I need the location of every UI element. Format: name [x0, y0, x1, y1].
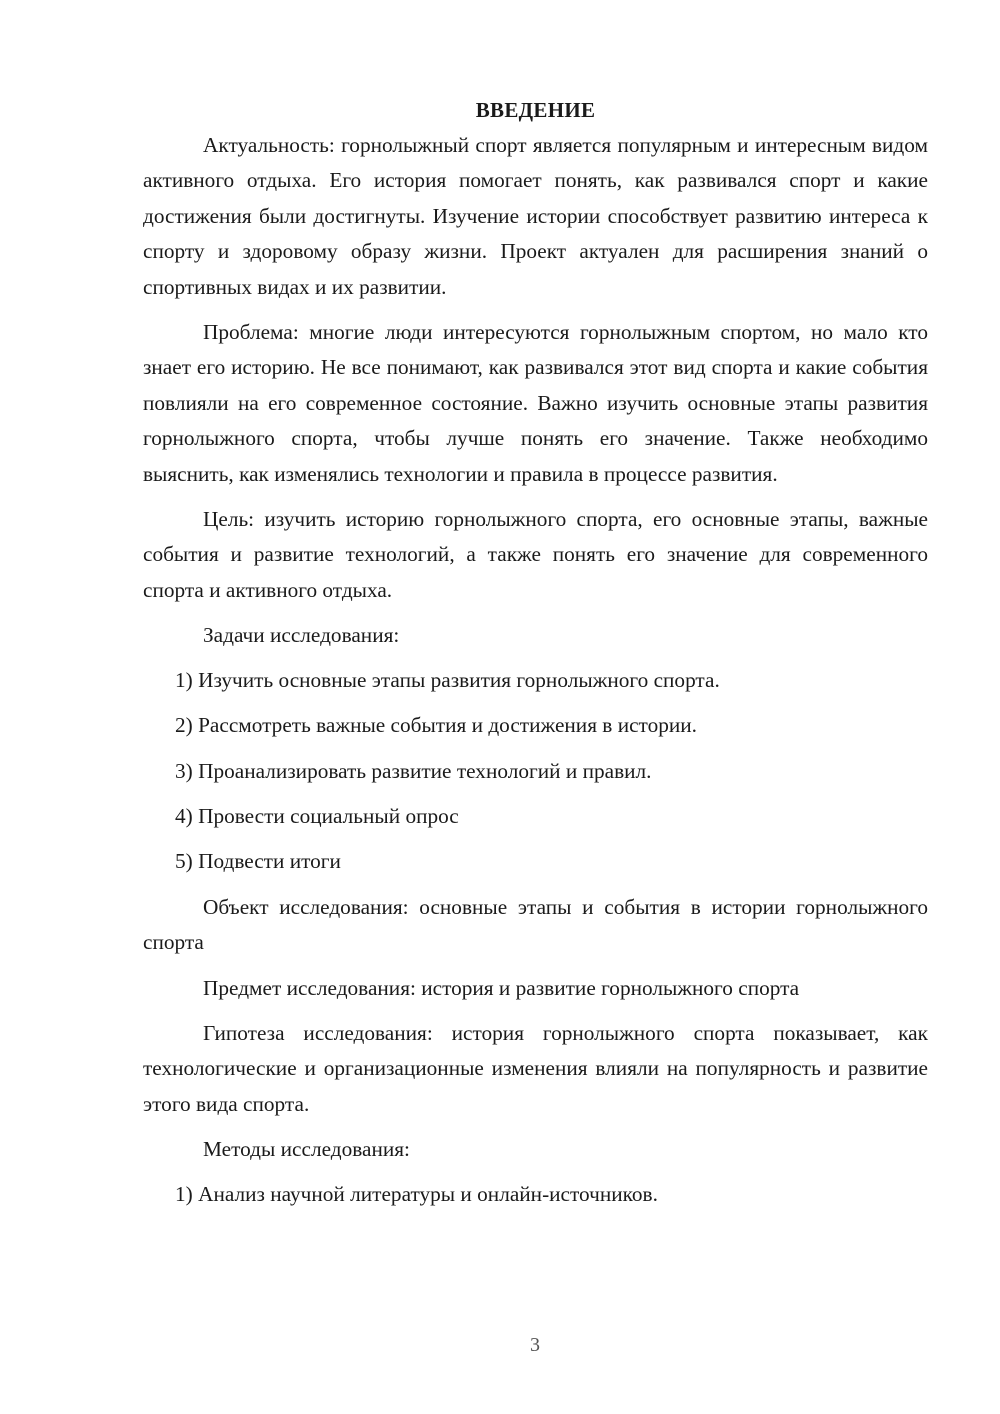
task-item-2: 2) Рассмотреть важные события и достижения в истории.: [175, 713, 697, 738]
paragraph-goal: Цель: изучить историю горнолыжного спорта, его основные этапы, важные события и развитие технологий, а также понять его значение для современного спорта и активного отдыха.: [143, 507, 928, 602]
page-content: [143, 94, 928, 1212]
paragraph-object: Объект исследования: основные этапы и события в истории горнолыжного спорта: [143, 894, 928, 955]
method-item-1: 1) Анализ научной литературы и онлайн-источников.: [175, 1181, 658, 1206]
paragraph-subject: Предмет исследования: история и развитие горнолыжного спорта: [203, 975, 800, 1000]
page-number: 3: [530, 1334, 540, 1356]
paragraph-relevance: Актуальность: горнолыжный спорт является популярным и интересным видом активного отдыха. Его история помогает понять, как развивался спорт и какие достижения были достигнуты. Изучение истории способствует развитию интереса к спорту и здоровому образу жизни. Проект актуален для расширения знаний о спортивных видах и их развитии.: [143, 133, 928, 299]
tasks-heading: Задачи исследования:: [203, 623, 400, 648]
task-item-1: 1) Изучить основные этапы развития горнолыжного спорта.: [175, 667, 720, 692]
task-item-4: 4) Провести социальный опрос: [175, 803, 459, 828]
task-item-3: 3) Проанализировать развитие технологий и правил.: [175, 758, 652, 783]
section-title: ВВЕДЕНИЕ: [475, 98, 596, 122]
task-item-5: 5) Подвести итоги: [175, 849, 341, 874]
methods-heading: Методы исследования:: [203, 1137, 410, 1162]
paragraph-problem: Проблема: многие люди интересуются горнолыжным спортом, но мало кто знает его историю. Не все понимают, как развивался этот вид спорта и какие события повлияли на его современное состояние. Важно изучить основные этапы развития горнолыжного спорта, чтобы лучше понять его значение. Также необходимо выяснить, как изменялись технологии и правила в процессе развития.: [143, 320, 928, 486]
paragraph-hypothesis: Гипотеза исследования: история горнолыжного спорта показывает, как технологические и организационные изменения влияли на популярность и развитие этого вида спорта.: [143, 1020, 928, 1116]
